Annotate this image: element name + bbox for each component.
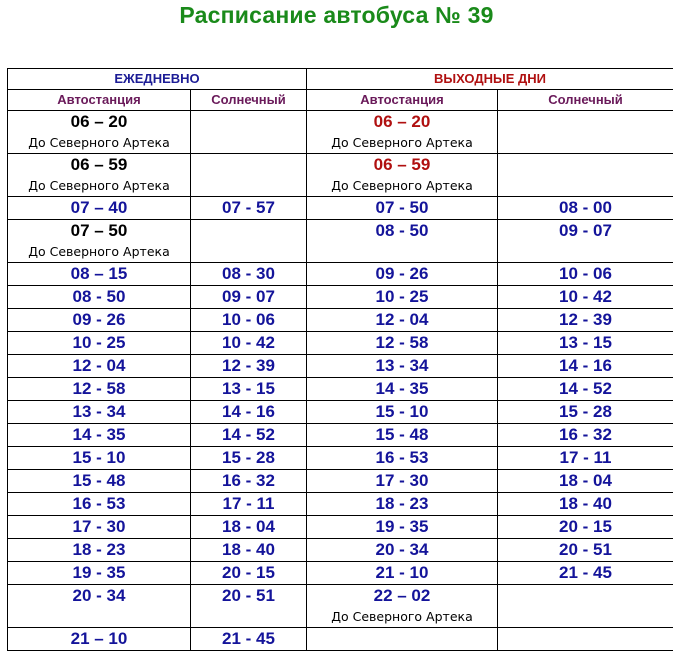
daily-sunny-time: 12 - 39 [191,355,306,377]
table-row [8,355,673,378]
weekend-station-time [307,628,497,650]
daily-sunny-time: 15 - 28 [191,447,306,469]
weekend-station-time: 10 - 25 [307,286,497,308]
daily-sunny-time: 17 - 11 [191,493,306,515]
weekend-station-time: 20 - 34 [307,539,497,561]
daily-station-time: 15 - 48 [8,470,190,492]
daily-sunny-time [191,154,306,176]
weekend-sunny-time: 10 - 06 [498,263,673,285]
weekend-sunny-time: 20 - 15 [498,516,673,538]
weekend-sunny-time [498,111,673,133]
weekend-station-time: 07 - 50 [307,197,497,219]
route-note: До Северного Артека [307,607,497,627]
daily-sunny-time: 08 - 30 [191,263,306,285]
daily-sunny-time: 10 - 06 [191,309,306,331]
daily-station-time: 08 – 15 [8,263,190,285]
table-row [8,447,673,470]
daily-station-time: 07 – 50 [8,220,190,242]
table-row [8,628,673,651]
weekend-sunny-time: 17 - 11 [498,447,673,469]
daily-sunny-time [191,111,306,133]
daily-station-time: 06 – 20 [8,111,190,133]
table-row [8,470,673,493]
col-daily-sunny: Солнечный [191,90,307,111]
daily-station-time: 07 – 40 [8,197,190,219]
weekend-station-time: 15 - 10 [307,401,497,423]
schedule-table [7,68,673,651]
daily-sunny-time: 13 - 15 [191,378,306,400]
daily-station-time: 18 - 23 [8,539,190,561]
weekend-station-time: 22 – 02 [307,585,497,607]
table-row [8,197,673,220]
daily-station-time: 16 - 53 [8,493,190,515]
table-row [8,424,673,447]
daily-station-time: 19 - 35 [8,562,190,584]
route-note: До Северного Артека [307,176,497,196]
weekend-station-time: 08 - 50 [307,220,497,242]
weekend-station-time: 16 - 53 [307,447,497,469]
weekend-station-time: 17 - 30 [307,470,497,492]
weekend-sunny-time: 10 - 42 [498,286,673,308]
daily-station-time: 20 - 34 [8,585,190,607]
daily-sunny-time: 10 - 42 [191,332,306,354]
daily-station-time: 12 - 04 [8,355,190,377]
weekend-sunny-time: 12 - 39 [498,309,673,331]
col-weekend-sunny: Солнечный [498,90,673,111]
daily-sunny-time: 21 - 45 [191,628,306,650]
daily-sunny-time: 18 - 04 [191,516,306,538]
weekend-station-time: 19 - 35 [307,516,497,538]
table-row [8,516,673,539]
table-row [8,493,673,516]
daily-sunny-time: 14 - 52 [191,424,306,446]
daily-station-time: 06 – 59 [8,154,190,176]
weekend-sunny-time: 08 - 00 [498,197,673,219]
weekend-sunny-time: 09 - 07 [498,220,673,242]
col-daily-station: Автостанция [8,90,191,111]
route-note: До Северного Артека [307,133,497,153]
table-row [8,309,673,332]
weekend-station-time: 09 - 26 [307,263,497,285]
table-row [8,332,673,355]
page-title: Расписание автобуса № 39 [0,2,673,29]
daily-sunny-time: 07 - 57 [191,197,306,219]
table-row [8,154,673,197]
daily-sunny-time: 09 - 07 [191,286,306,308]
route-note: До Северного Артека [8,242,190,262]
table-row [8,562,673,585]
weekend-sunny-time [498,154,673,176]
weekend-sunny-time: 18 - 04 [498,470,673,492]
table-row [8,539,673,562]
weekend-station-time: 14 - 35 [307,378,497,400]
daily-sunny-time: 16 - 32 [191,470,306,492]
weekend-station-time: 12 - 04 [307,309,497,331]
weekend-sunny-time: 21 - 45 [498,562,673,584]
weekend-sunny-time: 15 - 28 [498,401,673,423]
weekend-sunny-time [498,585,673,607]
daily-sunny-time [191,220,306,242]
weekend-sunny-time: 16 - 32 [498,424,673,446]
weekend-station-time: 13 - 34 [307,355,497,377]
table-row [8,401,673,424]
route-note: До Северного Артека [8,133,190,153]
weekend-station-time: 18 - 23 [307,493,497,515]
weekend-sunny-time: 20 - 51 [498,539,673,561]
daily-station-time: 08 - 50 [8,286,190,308]
weekend-sunny-time: 14 - 52 [498,378,673,400]
daily-sunny-time: 14 - 16 [191,401,306,423]
weekend-station-time: 12 - 58 [307,332,497,354]
daily-sunny-time: 20 - 15 [191,562,306,584]
daily-station-time: 12 - 58 [8,378,190,400]
weekend-station-time: 06 – 20 [307,111,497,133]
table-row [8,220,673,263]
daily-station-time: 13 - 34 [8,401,190,423]
weekend-sunny-time: 18 - 40 [498,493,673,515]
header-weekend: ВЫХОДНЫЕ ДНИ [307,69,673,90]
weekend-station-time: 06 – 59 [307,154,497,176]
daily-station-time: 14 - 35 [8,424,190,446]
daily-station-time: 21 – 10 [8,628,190,650]
weekend-station-time: 21 - 10 [307,562,497,584]
header-daily: ЕЖЕДНЕВНО [8,69,307,90]
table-row [8,263,673,286]
daily-station-time: 09 - 26 [8,309,190,331]
route-note: До Северного Артека [8,176,190,196]
daily-sunny-time: 18 - 40 [191,539,306,561]
table-row [8,111,673,154]
weekend-sunny-time [498,628,673,650]
table-row [8,585,673,628]
weekend-sunny-time: 13 - 15 [498,332,673,354]
table-row [8,378,673,401]
weekend-sunny-time: 14 - 16 [498,355,673,377]
col-weekend-station: Автостанция [307,90,498,111]
daily-station-time: 17 - 30 [8,516,190,538]
table-row [8,286,673,309]
daily-sunny-time: 20 - 51 [191,585,306,607]
daily-station-time: 10 - 25 [8,332,190,354]
weekend-station-time: 15 - 48 [307,424,497,446]
daily-station-time: 15 - 10 [8,447,190,469]
